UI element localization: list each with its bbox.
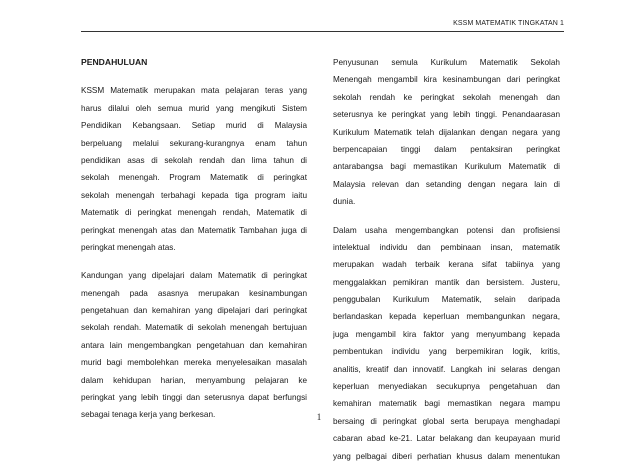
left-paragraph-1: [81, 82, 307, 256]
text-line: peringkat menengah atas.: [81, 242, 176, 252]
left-paragraph-2: [81, 267, 307, 424]
text-line: merupakan wadah terbaik kerana sifat tabiinya yang: [333, 260, 560, 270]
text-line: berlandaskan kepada keperluan membangunkan negara,: [333, 312, 560, 322]
text-line: antarabangsa bagi memastikan Kurikulum Matematik di: [333, 162, 560, 172]
text-line: Matematik di peringkat menengah rendah, Matematik di: [81, 208, 307, 218]
text-line: keperluan menyediakan secukupnya pengetahuan dan: [333, 382, 560, 392]
text-line: analitis, kreatif dan innovatif. Langkah ini selaras dengan: [333, 364, 560, 374]
header-title: KSSM MATEMATIK TINGKATAN 1: [453, 20, 564, 27]
text-line: sekolah menengah. Program Matematik di peringkat: [81, 173, 307, 183]
text-line: bersaing di peringkat global serta berupaya menghadapi: [333, 416, 560, 426]
text-line: pendidikan asas di sekolah rendah dan lima tahun di: [81, 155, 307, 165]
text-line: sekolah rendah. Matematik di sekolah menengah bertujuan: [81, 323, 307, 333]
text-line: pembentukan individu yang berpemikiran logik, kritis,: [333, 347, 560, 357]
left-column: [81, 54, 307, 424]
text-line: penggubalan Kurikulum Matematik, selain daripada: [333, 295, 560, 305]
text-line: Kandungan yang dipelajari dalam Matematik di peringkat: [81, 271, 307, 281]
text-line: antara lain mengembangkan pengetahuan dan kemahiran: [81, 340, 307, 350]
text-line: Pendidikan Kebangsaan. Setiap murid di Malaysia: [81, 121, 307, 131]
text-line: Penyusunan semula Kurikulum Matematik Sekolah: [333, 58, 560, 67]
text-line: dalam kehidupan harian, menyambung pelajaran ke: [81, 375, 307, 385]
text-line: pengetahuan dan kemahiran yang dipelajari dari peringkat: [81, 306, 307, 316]
header-divider: [81, 31, 564, 32]
section-heading: PENDAHULUAN: [81, 57, 148, 67]
text-line: KSSM Matematik merupakan mata pelajaran teras yang: [81, 86, 307, 96]
text-line: juga mengambil kira faktor yang menyumbang kepada: [333, 329, 560, 339]
text-line: berpencapaian tinggi dalam pentaksiran peringkat: [333, 144, 560, 154]
text-line: yang pelbagai diberi perhatian khusus dalam menentukan: [333, 451, 560, 461]
text-line: harus dilalui oleh semua murid yang mengikuti Sistem: [81, 103, 307, 113]
text-line: murid bagi membolehkan mereka menyelesaikan masalah: [81, 358, 307, 368]
text-line: sebagai tenaga kerja yang berkesan.: [81, 410, 216, 420]
text-line: cabaran abad ke-21. Latar belakang dan keupayaan murid: [333, 434, 560, 444]
text-line: menggalakkan pemikiran mantik dan bersistem. Justeru,: [333, 277, 560, 287]
text-line: Menengah mengambil kira kesinambungan dari peringkat: [333, 75, 560, 85]
text-line: menengah pada asasnya merupakan kesinambungan: [81, 288, 307, 298]
text-line: Kurikulum Matematik telah dijalankan dengan negara yang: [333, 127, 560, 137]
text-line: peringkat yang lebih tinggi dan seterusnya dapat berfungsi: [81, 393, 307, 403]
text-line: berpeluang melalui sekurang-kurangnya enam tahun: [81, 138, 307, 148]
text-line: intelektual individu dan pembinaan insan, matematik: [333, 242, 560, 252]
text-line: sekolah rendah ke peringkat sekolah menengah dan: [333, 92, 560, 102]
text-line: Dalam usaha mengembangkan potensi dan profisiensi: [333, 225, 560, 235]
text-line: dunia.: [333, 197, 356, 207]
text-line: kemahiran matematik bagi memastikan negara mampu: [333, 399, 560, 409]
text-line: peringkat menengah atas dan Matematik Tambahan juga di: [81, 225, 307, 235]
right-column: [333, 54, 560, 465]
right-paragraph-1: [333, 54, 560, 211]
right-paragraph-2: [333, 222, 560, 465]
text-line: Malaysia relevan dan setanding dengan negara lain di: [333, 179, 560, 189]
text-line: sekolah menengah terbahagi kepada tiga program iaitu: [81, 190, 307, 200]
text-line: seterusnya ke peringkat yang lebih tinggi. Penandaarasan: [333, 110, 560, 120]
page-number: 1: [316, 412, 322, 422]
